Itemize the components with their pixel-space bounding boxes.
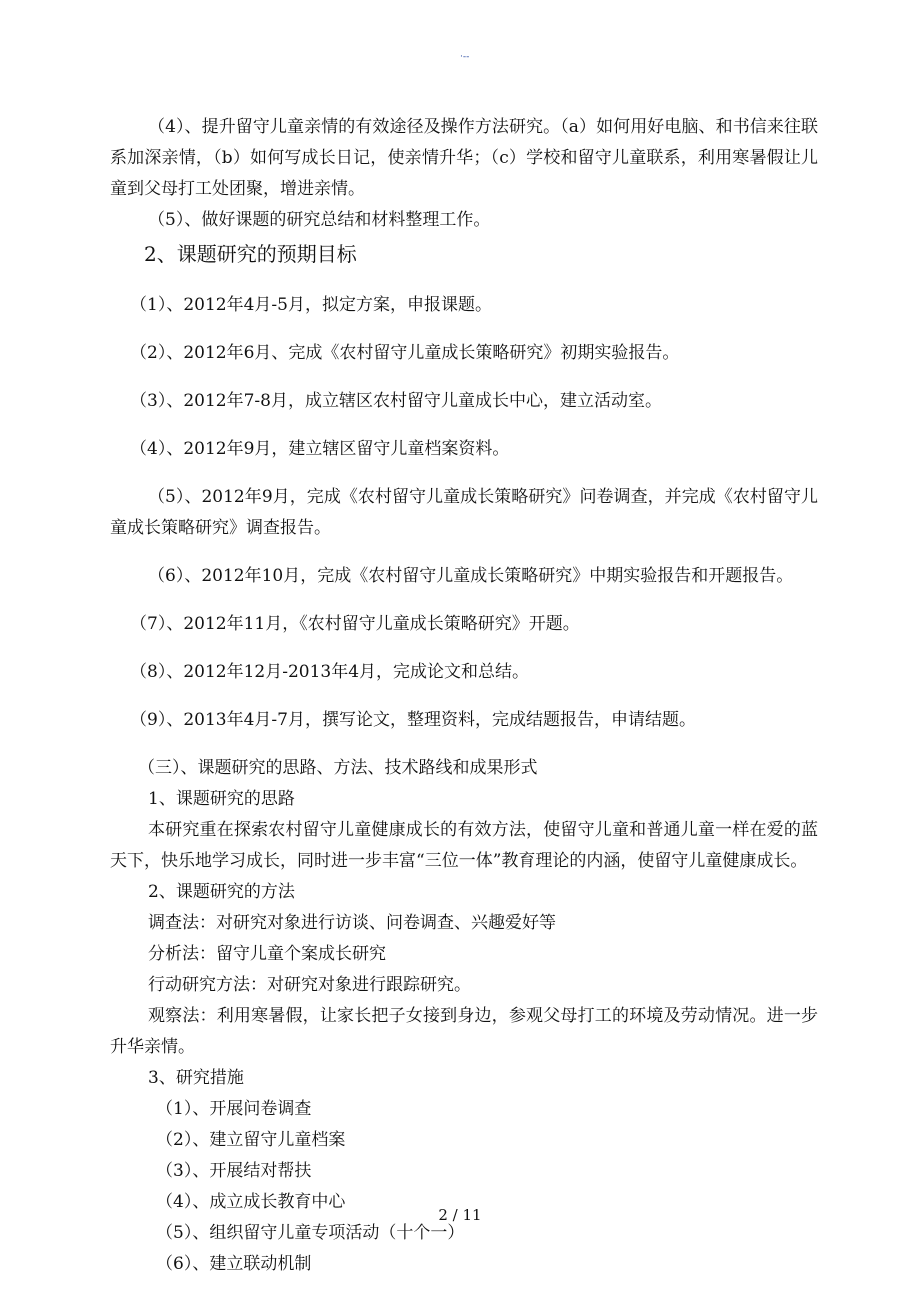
measure-item: （6）、建立联动机制 [156, 1254, 312, 1274]
measure-item: （3）、开展结对帮扶 [156, 1161, 312, 1181]
measure-item: （1）、开展问卷调查 [156, 1099, 312, 1119]
subsection-1-heading: 1、课题研究的思路 [148, 789, 295, 809]
goal-item: （8）、2012年12月-2013年4月，完成论文和总结。 [130, 662, 530, 682]
subsection-1-text: 本研究重在探索农村留守儿童健康成长的有效方法，使留守儿童和普通儿童一样在爱的蓝天下，快乐地学习成长，同时进一步丰富“三位一体”教育理论的内涵，使留守儿童健康成长。 [110, 820, 818, 871]
goal-item: （1）、2012年4月-5月，拟定方案，申报课题。 [130, 295, 492, 315]
goal-item: （5）、2012年9月，完成《农村留守儿童成长策略研究》问卷调查，并完成《农村留守儿童成长策略研究》调查报告。 [110, 487, 818, 538]
section-3-heading: （三）、课题研究的思路、方法、技术路线和成果形式 [138, 758, 538, 778]
measure-item: （2）、建立留守儿童档案 [156, 1130, 346, 1150]
paragraph-4: （4）、提升留守儿童亲情的有效途径及操作方法研究。（a）如何用好电脑、和书信来往联系加深亲情，（b）如何写成长日记，使亲情升华；（c）学校和留守儿童联系，利用寒暑假让儿童到父母打工处团聚，增进亲情。 [110, 117, 818, 199]
goal-item: （2）、2012年6月、完成《农村留守儿童成长策略研究》初期实验报告。 [130, 343, 680, 363]
method-item: 调查法：对研究对象进行访谈、问卷调查、兴趣爱好等 [148, 913, 556, 933]
subsection-2-heading: 2、课题研究的方法 [148, 882, 295, 902]
subsection-3-heading: 3、研究措施 [148, 1068, 244, 1088]
header-mark: ·-- [460, 52, 470, 62]
measure-item: （5）、组织留守儿童专项活动（十个一） [156, 1223, 465, 1243]
method-item: 行动研究方法：对研究对象进行跟踪研究。 [148, 975, 471, 995]
method-item: 观察法：利用寒暑假，让家长把子女接到身边，参观父母打工的环境及劳动情况。进一步升华亲情。 [110, 1006, 818, 1057]
goal-item: （3）、2012年7-8月，成立辖区农村留守儿童成长中心，建立活动室。 [130, 391, 662, 411]
section-2-heading: 2、课题研究的预期目标 [144, 242, 357, 266]
goal-item: （9）、2013年4月-7月，撰写论文，整理资料，完成结题报告，申请结题。 [130, 710, 696, 730]
method-item: 分析法：留守儿童个案成长研究 [148, 944, 386, 964]
goal-item: （7）、2012年11月，《农村留守儿童成长策略研究》开题。 [130, 614, 580, 634]
document-body [110, 112, 818, 1280]
page-number: 2 / 11 [438, 1206, 482, 1224]
measure-item: （4）、成立成长教育中心 [156, 1192, 346, 1212]
goal-item: （4）、2012年9月，建立辖区留守儿童档案资料。 [130, 439, 510, 459]
paragraph-5: （5）、做好课题的研究总结和材料整理工作。 [148, 210, 491, 230]
goal-item: （6）、2012年10月，完成《农村留守儿童成长策略研究》中期实验报告和开题报告。 [148, 566, 794, 586]
